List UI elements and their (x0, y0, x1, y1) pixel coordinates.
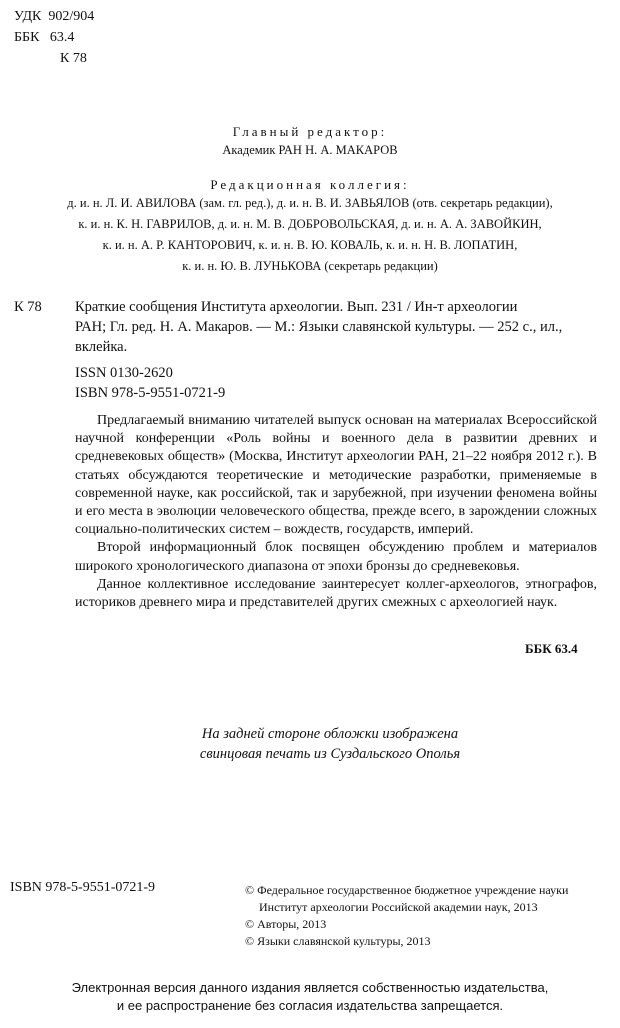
board-line: к. и. н. Ю. В. ЛУНЬКОВА (секретарь редакции) (182, 259, 438, 273)
cover-note-line: свинцовая печать из Суздальского Ополья (199, 746, 461, 762)
board-line: д. и. н. Л. И. АВИЛОВА (зам. гл. ред.), д. и. н. В. И. ЗАВЬЯЛОВ (отв. секретарь редакции), (67, 196, 553, 210)
board-line: к. и. н. К. Н. ГАВРИЛОВ, д. и. н. М. В. ДОБРОВОЛЬСКАЯ, д. и. н. А. А. ЗАВОЙКИН, (78, 217, 542, 231)
author-mark: К 78 (60, 51, 87, 66)
editor-name: Академик РАН Н. А. МАКАРОВ (222, 143, 398, 157)
udk-value: 902/904 (48, 9, 95, 24)
cover-note-line: На задней стороне обложки изображена (201, 726, 459, 742)
abstract (75, 412, 597, 612)
abstract-bbk: ББК 63.4 (525, 641, 578, 656)
footer-line: Электронная версия данного издания является собственностью издательства, (71, 980, 549, 995)
entry-line: РАН; Гл. ред. Н. А. Макаров. — М.: Языки славянской культуры. — 252 с., ил., (75, 319, 563, 335)
copyright-line: © Федеральное государственное бюджетное учреждение науки (245, 883, 569, 897)
bbk-label: ББК (14, 30, 40, 45)
abstract-paragraph: Предлагаемый вниманию читателей выпуск основан на материалах Всероссийской научной конференции «Роль войны и военного дела в развитии древних и средневековых обществ» (Москва, Институт археологии РАН, 21–22 ноября 2012 г.). В статьях обсуждаются теоретические и методические разработки, применяемые в современной науке, как российской, так и зарубежной, при изучении феномена войны и его места в эволюции человеческого общества, прежде всего, в зарождении сложных социально-политических систем – вождеств, государств, империй. (75, 413, 597, 538)
board-heading: Редакционная коллегия: (210, 177, 410, 192)
abstract-paragraph: Второй информационный блок посвящен обсуждению проблем и материалов широкого хронологического диапазона от эпохи бронзы до средневековья. (75, 540, 597, 574)
copyright-line: © Авторы, 2013 (245, 917, 327, 931)
bbk-value: 63.4 (49, 30, 75, 45)
isbn: ISBN 978-5-9551-0721-9 (75, 385, 226, 401)
copyright-isbn: ISBN 978-5-9551-0721-9 (10, 880, 156, 895)
board-line: к. и. н. А. Р. КАНТОРОВИЧ, к. и. н. В. Ю. КОВАЛЬ, к. и. н. Н. В. ЛОПАТИН, (102, 238, 518, 252)
bbk-line (14, 29, 74, 46)
footer-line: и ее распространение без согласия издательства запрещается. (116, 998, 504, 1013)
editor-heading: Главный редактор: (232, 124, 388, 139)
udk-label: УДК (14, 9, 42, 24)
entry-line: вклейка. (75, 339, 128, 355)
copyright-line: Институт археологии Российской академии наук, 2013 (259, 900, 538, 914)
issn: ISSN 0130-2620 (75, 365, 173, 381)
entry-line: Краткие сообщения Института археологии. Вып. 231 / Ин-т археологии (75, 299, 518, 315)
copyright-line: © Языки славянской культуры, 2013 (245, 934, 431, 948)
udk-line (14, 8, 94, 25)
entry-mark: К 78 (14, 299, 42, 315)
abstract-paragraph: Данное коллективное исследование заинтересует коллег-археологов, этнографов, историков древнего мира и представителей других смежных с археологией наук. (75, 576, 597, 611)
